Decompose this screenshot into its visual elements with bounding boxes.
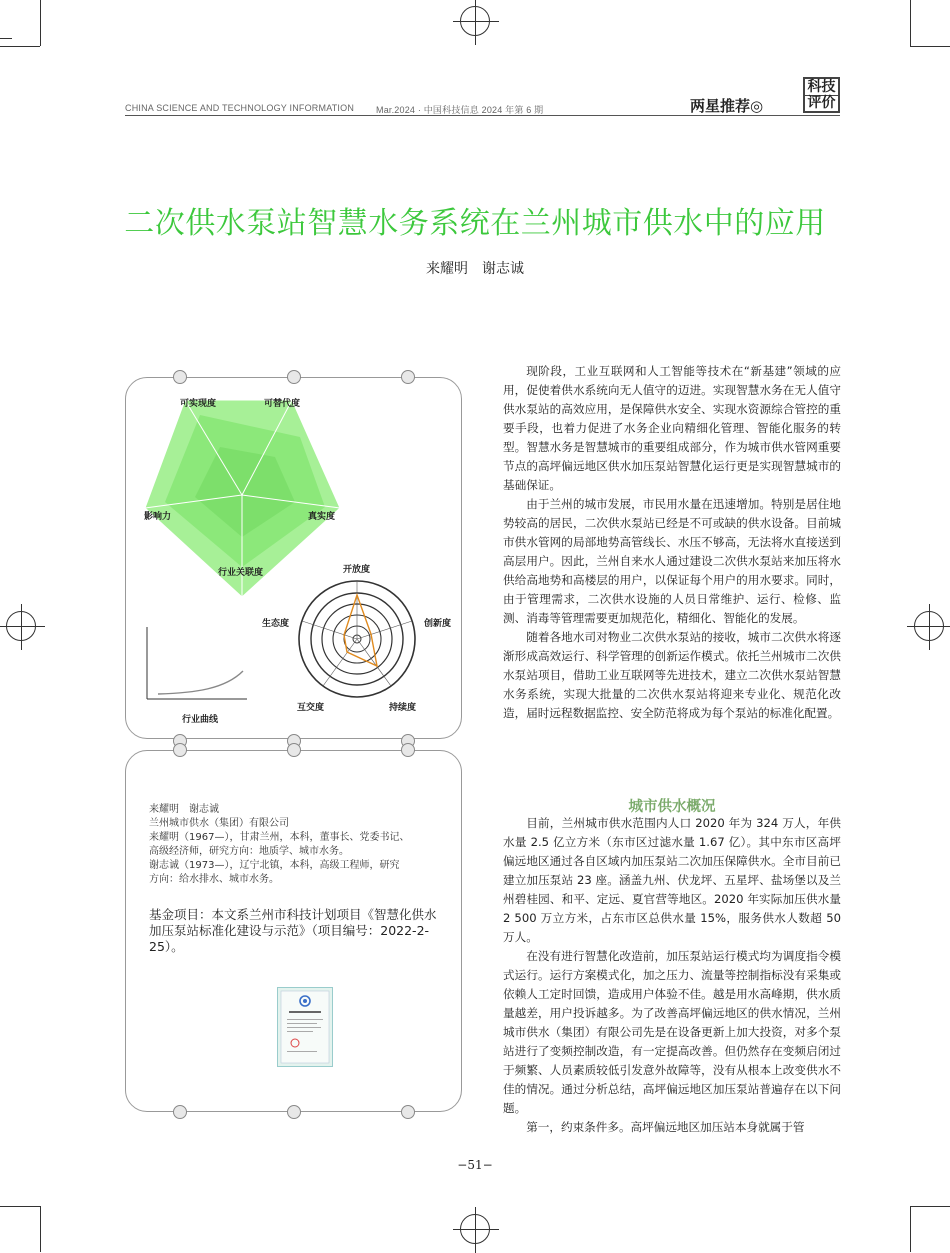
author-affiliation: 兰州城市供水（集团）有限公司	[149, 818, 289, 829]
binder-ring	[173, 1105, 187, 1119]
body-text-overview	[503, 814, 841, 1137]
radar-label-substitutability: 可替代度	[264, 399, 301, 409]
author-names: 来耀明 谢志诚	[149, 804, 219, 815]
radar-small-chart	[299, 581, 415, 697]
radar-label-realizability: 可实现度	[180, 399, 217, 409]
author-bio-2: 谢志诚（1973—），辽宁北镇，本科，高级工程师，研究	[149, 860, 400, 871]
binder-ring	[287, 743, 301, 757]
registration-mark-bottom	[460, 1214, 490, 1244]
journal-name-en: CHINA SCIENCE AND TECHNOLOGY INFORMATION	[125, 103, 355, 113]
section-badge	[803, 77, 840, 113]
certificate-image	[277, 987, 333, 1067]
industry-curve-chart	[147, 627, 247, 699]
section-heading: 城市供水概况	[628, 799, 716, 815]
header-rule	[125, 115, 840, 116]
registration-mark-top	[460, 6, 490, 36]
binder-ring	[173, 743, 187, 757]
fund-note: 基金项目：本文系兰州市科技计划项目《智慧化供水加压泵站标准化建设与示范》（项目编号：2022-2-25）。	[149, 907, 437, 954]
page-number: −51−	[457, 1158, 493, 1172]
paragraph: 第一，约束条件多。高坪偏远地区加压站本身就属于管	[526, 1120, 805, 1134]
body-text-intro	[503, 362, 841, 723]
author-bio-2-cont: 方向：给水排水、城市水务。	[149, 874, 279, 885]
crop-mark	[0, 1206, 40, 1207]
crop-mark	[910, 0, 911, 46]
author-bio-1-cont: 高级经济师，研究方向：地质学、城市水务。	[149, 846, 349, 857]
radar-small-label-openness: 开放度	[343, 565, 371, 575]
radar-small-label-interaction: 互交度	[297, 703, 325, 713]
binder-ring	[401, 1105, 415, 1119]
radar-label-industry-relevance: 行业关联度	[218, 568, 264, 578]
radar-label-authenticity: 真实度	[308, 512, 336, 522]
journal-issue: Mar.2024 · 中国科技信息 2024 年第 6 期	[376, 105, 544, 115]
badge-line-1: 科技	[807, 79, 836, 95]
paragraph: 由于兰州的城市发展，市民用水量在迅速增加。特别是居住地势较高的居民，二次供水泵站已经是不可或缺的供水设备。目前城市供水管网的局部地势高管线长、水压不够高，无法将水直接送到高层用户。因此，兰州自来水人通过建设二次供水泵站来加压将水供给高地势和高楼层的用户，以保证每个用户的用水要求。同时，由于管理需求，二次供水设施的人员日常维护、运行、检修、监测、消毒等管理需要更加规范化，精细化、智能化的发展。	[503, 497, 841, 625]
crop-mark	[40, 1206, 41, 1252]
crop-mark	[40, 0, 41, 46]
paragraph: 在没有进行智慧化改造前，加压泵站运行模式均为调度指令模式运行。运行方案模式化，加之压力、流量等控制指标没有采集或依赖人工定时回馈，造成用户体验不佳。越是用水高峰期，供水质量越差，用户投诉越多。为了改善高坪偏远地区的供水情况，兰州城市供水（集团）有限公司先是在设备更新上加大投资，对多个泵站进行了变频控制改造，有一定提高改善。但仍然存在变频启闭过于频繁、人员素质较低引发意外故障等，没有从根本上改变供水不佳的情况。通过分析总结，高坪偏远地区加压泵站普遍存在以下问题。	[503, 949, 841, 1115]
crop-mark	[910, 46, 950, 47]
radar-small-label-innovation: 创新度	[424, 619, 452, 629]
paragraph: 现阶段，工业互联网和人工智能等技术在“新基建”领域的应用，促使着供水系统向无人值守的迈进。实现智慧水务在无人值守供水泵站的高效应用，是保障供水安全、实现水资源综合管控的重要手段，也着力促进了水务企业向精细化管理、智能化服务的转型。智慧水务是智慧城市的重要组成部分，作为城市供水管网重要节点的高坪偏远地区供水加压泵站智慧化运行更是实现智慧城市的基础保证。	[503, 364, 841, 492]
radar-small-label-ecology: 生态度	[262, 619, 290, 629]
section-label: 两星推荐◎	[690, 97, 764, 115]
binder-ring	[287, 370, 301, 384]
radar-large-chart	[125, 377, 462, 739]
radar-label-influence: 影响力	[144, 512, 172, 522]
radar-small-label-sustainability: 持续度	[389, 703, 417, 713]
crop-mark	[910, 1206, 911, 1252]
crop-mark	[910, 1206, 950, 1207]
registration-mark-right	[914, 611, 944, 641]
paragraph: 目前，兰州城市供水范围内人口 2020 年为 324 万人，年供水量 2.5 亿立方米（东市区过滤水量 1.67 亿）。其中东市区高坪偏远地区通过各自区域内加压泵站二次加压保障供水。全市目前已建立加压泵站 23 座。涵盖九州、伏龙坪、五星坪、盐场堡以及兰州碧桂园、和平、定远、夏官营等地区。2020 年实际加压供水量 2 500 万立方米，占东市区总供水量 15%，服务供水人数超 50 万人。	[503, 816, 841, 944]
curve-label: 行业曲线	[182, 715, 219, 725]
radar-small-series	[344, 595, 377, 666]
binder-ring	[401, 743, 415, 757]
binder-ring	[173, 370, 187, 384]
badge-line-2: 评价	[805, 95, 838, 111]
article-authors: 来耀明 谢志诚	[426, 261, 524, 277]
binder-ring	[287, 1105, 301, 1119]
binder-ring	[401, 370, 415, 384]
crop-mark	[0, 46, 40, 47]
article-title: 二次供水泵站智慧水务系统在兰州城市供水中的应用	[124, 206, 826, 241]
figure-card	[125, 377, 462, 739]
crop-mark	[0, 38, 12, 39]
registration-mark-left	[6, 611, 36, 641]
author-bio-1: 来耀明（1967—），甘肃兰州，本科，董事长、党委书记、	[149, 832, 410, 843]
paragraph: 随着各地水司对物业二次供水泵站的接收，城市二次供水将逐渐形成高效运行、科学管理的创新运作模式。依托兰州城市二次供水泵站项目，借助工业互联网等先进技术，建立二次供水泵站智慧水务系统，实现大批量的二次供水泵站将迎来专业化、规范化改造，届时远程数据监控、安全防范将成为每个泵站的标准化配置。	[503, 630, 841, 720]
